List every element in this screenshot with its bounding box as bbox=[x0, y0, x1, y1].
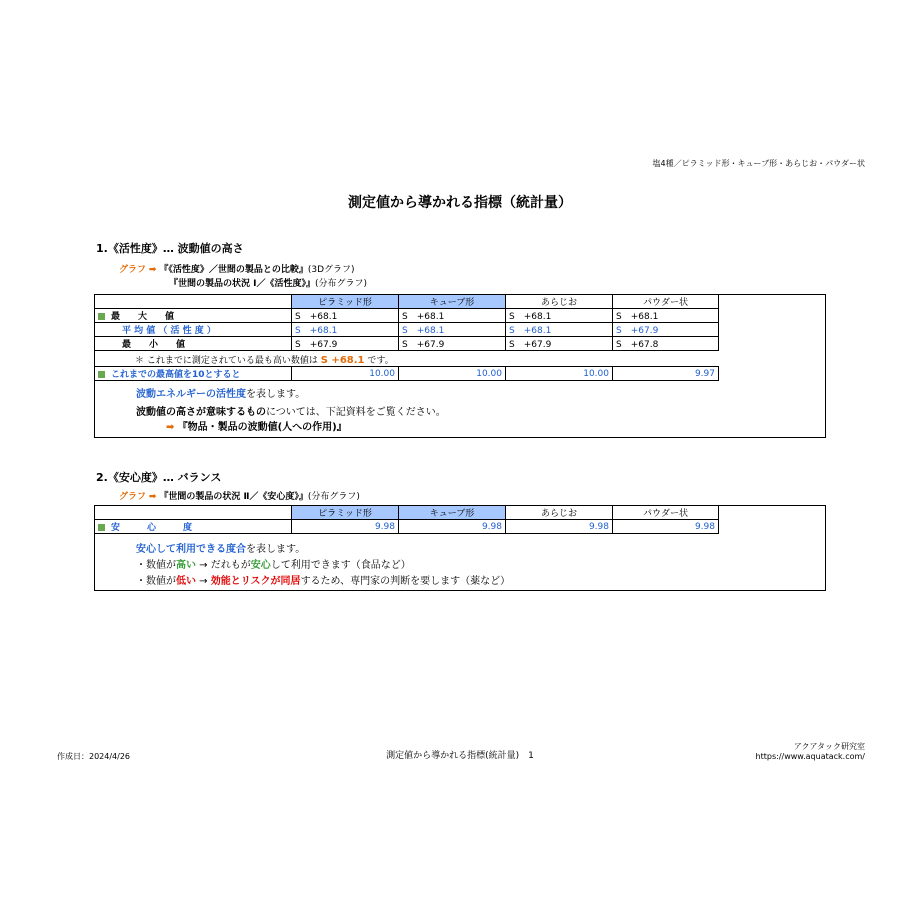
section2-line3: ・数値が低い → 効能とリスクが同居するため、専門家の判断を要します（薬など） bbox=[136, 576, 511, 587]
table-cell: 10.00 bbox=[292, 367, 399, 381]
table-row bbox=[95, 309, 719, 323]
column-header: キューブ形 bbox=[399, 295, 506, 309]
table-cell: 9.98 bbox=[613, 520, 719, 534]
header-blank bbox=[95, 506, 292, 520]
table-cell: S +67.9 bbox=[506, 337, 613, 351]
table-cell: S +67.9 bbox=[613, 323, 719, 337]
table-cell: 10.00 bbox=[506, 367, 613, 381]
green-square-icon bbox=[98, 524, 105, 531]
column-header: ピラミッド形 bbox=[292, 295, 399, 309]
section2-graph-line bbox=[119, 489, 360, 502]
arrow-icon: ➡ bbox=[148, 492, 157, 502]
table-cell: S +67.9 bbox=[399, 337, 506, 351]
column-header: キューブ形 bbox=[399, 506, 506, 520]
table-row bbox=[95, 367, 719, 381]
graph-label: グラフ bbox=[119, 265, 147, 275]
graph-title: 『世間の製品の状況 Ⅱ／《安心度》』 bbox=[159, 492, 308, 502]
graph1-title: 『《活性度》／世間の製品との比較』 bbox=[159, 265, 308, 275]
reference-link[interactable]: 『物品・製品の波動値(人への作用)』 bbox=[177, 422, 347, 433]
table-cell: 9.98 bbox=[292, 520, 399, 534]
table-cell: S +67.9 bbox=[292, 337, 399, 351]
table-cell: S +68.1 bbox=[613, 309, 719, 323]
green-square-icon bbox=[98, 371, 105, 378]
green-square-icon bbox=[98, 313, 105, 320]
header-blank bbox=[95, 295, 292, 309]
section1-graph-line1 bbox=[119, 262, 355, 275]
section1-desc3 bbox=[166, 418, 347, 433]
max-value-note: ＊ これまでに測定されている最も高い数値は S +68.1 です。 bbox=[135, 355, 394, 366]
section2-line2: ・数値が高い → だれもが安心して利用できます（食品など） bbox=[136, 560, 411, 571]
table-header-row bbox=[95, 295, 719, 309]
table-cell: 9.97 bbox=[613, 367, 719, 381]
column-header: パウダー状 bbox=[613, 506, 719, 520]
row-label: 平 均 値 （ 活 性 度 ） bbox=[95, 323, 292, 337]
score-label: これまでの最高値を10とすると bbox=[95, 367, 292, 381]
graph-label: グラフ bbox=[119, 492, 147, 502]
column-header: あらじお bbox=[506, 506, 613, 520]
graph-suffix: (分布グラフ) bbox=[307, 492, 360, 502]
table-cell: S +68.1 bbox=[399, 309, 506, 323]
table-row bbox=[95, 337, 719, 351]
section1-heading: 1.《活性度》… 波動値の高さ bbox=[96, 242, 244, 255]
table-cell: S +68.1 bbox=[506, 309, 613, 323]
table-cell: 9.98 bbox=[399, 520, 506, 534]
note-value: S +68.1 bbox=[320, 355, 365, 366]
table-row bbox=[95, 323, 719, 337]
footer-page-title: 測定値から導かれる指標(統計量) 1 bbox=[386, 751, 534, 761]
table-cell: S +67.8 bbox=[613, 337, 719, 351]
column-header: あらじお bbox=[506, 295, 613, 309]
row-label: 最 小 値 bbox=[95, 337, 292, 351]
graph2-title: 『世間の製品の状況 Ⅰ／《活性度》』 bbox=[169, 279, 315, 289]
section2-heading: 2.《安心度》… バランス bbox=[96, 471, 222, 484]
footer-url[interactable]: https://www.aquatack.com/ bbox=[755, 752, 865, 761]
section1-graph-line2 bbox=[169, 276, 367, 289]
table-header-row bbox=[95, 506, 719, 520]
section1-desc2: 波動値の高さが意味するものについては、下記資料をご覧ください。 bbox=[136, 407, 446, 418]
page-title: 測定値から導かれる指標（統計量） bbox=[348, 195, 572, 211]
document-subtitle: 塩4種／ピラミッド形・キューブ形・あらじお・パウダー状 bbox=[652, 159, 865, 168]
table-row bbox=[95, 520, 719, 534]
column-header: ピラミッド形 bbox=[292, 506, 399, 520]
graph2-suffix: (分布グラフ) bbox=[314, 279, 368, 289]
table-cell: S +68.1 bbox=[399, 323, 506, 337]
score-table bbox=[94, 366, 719, 381]
arrow-icon: ➡ bbox=[148, 265, 157, 275]
arrow-icon: ➡ bbox=[166, 422, 175, 433]
table-cell: S +68.1 bbox=[292, 309, 399, 323]
section1-table bbox=[94, 294, 719, 351]
graph1-suffix: (3Dグラフ) bbox=[307, 265, 355, 275]
table-cell: S +68.1 bbox=[506, 323, 613, 337]
section2-desc1: 安心して利用できる度合を表します。 bbox=[136, 544, 306, 555]
table-cell: S +68.1 bbox=[292, 323, 399, 337]
section1-desc1: 波動エネルギーの活性度を表します。 bbox=[136, 389, 306, 400]
row-label: 安 心 度 bbox=[95, 520, 292, 534]
table-cell: 9.98 bbox=[506, 520, 613, 534]
column-header: パウダー状 bbox=[613, 295, 719, 309]
row-label: 最 大 値 bbox=[95, 309, 292, 323]
table-cell: 10.00 bbox=[399, 367, 506, 381]
footer-org: アクアタック研究室 bbox=[793, 742, 865, 751]
section2-table bbox=[94, 505, 719, 534]
footer-date: 作成日：2024/4/26 bbox=[57, 752, 131, 761]
